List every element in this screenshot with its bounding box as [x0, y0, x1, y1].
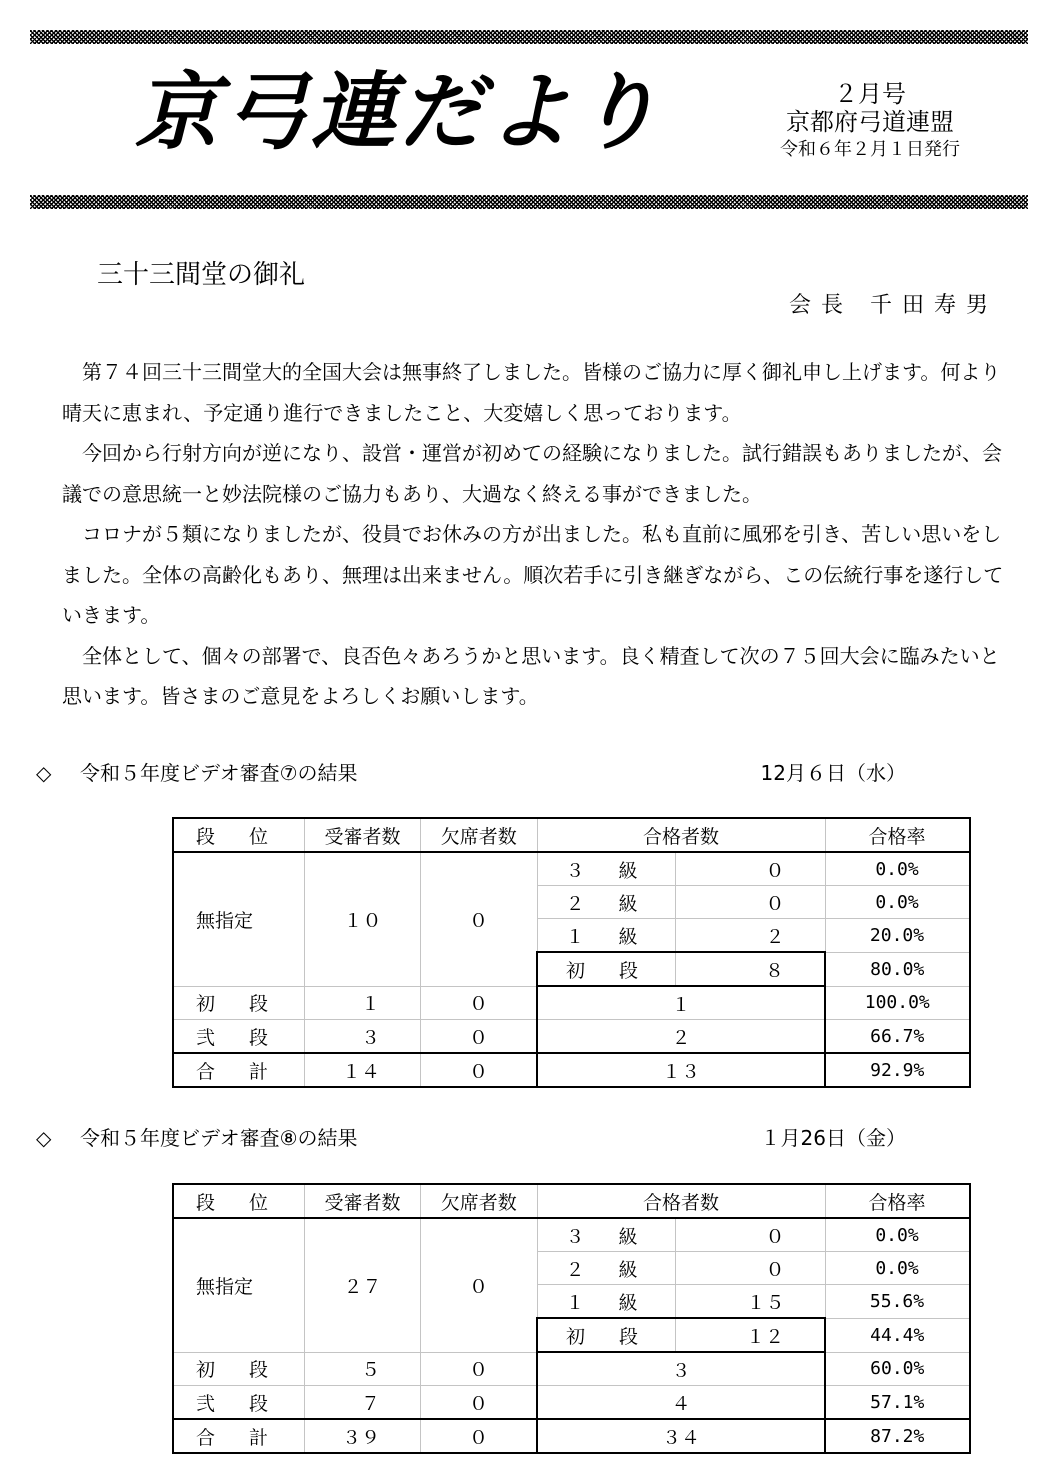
examinees-cell: １４ — [305, 1053, 421, 1087]
passed-cell: ４ — [537, 1386, 825, 1420]
paragraph: コロナが５類になりましたが、役員でお休みの方が出ました。私も直前に風邪を引き、苦しい思いをしました。全体の高齢化もあり、無理は出来ません。順次若手に引き継ぎながら、この伝統行事を遂行していきます。 — [62, 522, 1004, 627]
section-heading — [36, 1122, 916, 1151]
section-title: 令和５年度ビデオ審査⑦の結果 — [80, 761, 358, 785]
examinees-cell: １ — [305, 986, 421, 1020]
diamond-icon: ◇ — [36, 1126, 52, 1150]
rank-cell: 弐 段 — [173, 1020, 305, 1054]
passed-cell: ３ — [537, 1352, 825, 1386]
absent-cell: ０ — [421, 852, 538, 986]
examinees-cell: ７ — [305, 1386, 421, 1420]
absent-cell: ０ — [421, 1386, 538, 1420]
rank-cell: 初 段 — [173, 986, 305, 1020]
level-cell: ３ 級 — [537, 1218, 675, 1252]
rate-cell: 55.6% — [825, 1285, 970, 1319]
rank-cell: 無指定 — [173, 1218, 305, 1352]
level-cell: 初 段 — [537, 1318, 675, 1352]
header-examinees: 受審者数 — [305, 818, 421, 852]
results-table — [172, 1183, 971, 1454]
absent-cell: ０ — [421, 1020, 538, 1054]
passed-cell: １３ — [537, 1053, 825, 1087]
level-cell: ３ 級 — [537, 852, 675, 886]
passed-cell: ３４ — [537, 1419, 825, 1453]
paragraph: 全体として、個々の部署で、良否色々あろうかと思います。良く精査して次の７５回大会に臨みたいと思います。皆さまのご意見をよろしくお願いします。 — [62, 643, 1000, 708]
paragraph: 第７４回三十三間堂大的全国大会は無事終了しました。皆様のご協力に厚く御礼申し上げます。何より晴天に恵まれ、予定通り進行できましたこと、大変嬉しく思っております。 — [62, 360, 1001, 425]
passed-cell: ２ — [675, 919, 825, 953]
rate-cell: 0.0% — [825, 1252, 970, 1285]
level-cell: ２ 級 — [537, 886, 675, 919]
table-row — [173, 1386, 970, 1420]
table-header-row — [173, 818, 970, 852]
decorative-band-bottom — [30, 195, 1028, 209]
rate-cell: 0.0% — [825, 886, 970, 919]
paragraph: 今回から行射方向が逆になり、設営・運営が初めての経験になりました。試行錯誤もありましたが、会議での意思統一と妙法院様のご協力もあり、大過なく終える事ができました。 — [62, 441, 1002, 506]
header-rank: 段 位 — [173, 1184, 305, 1218]
passed-cell: １２ — [675, 1318, 825, 1352]
rate-cell: 80.0% — [825, 952, 970, 986]
section-heading — [36, 757, 916, 786]
rate-cell: 0.0% — [825, 1218, 970, 1252]
rank-cell: 無指定 — [173, 852, 305, 986]
header-absent: 欠席者数 — [421, 1184, 538, 1218]
header-rate: 合格率 — [825, 1184, 970, 1218]
table-row — [173, 1020, 970, 1054]
passed-cell: ０ — [675, 852, 825, 886]
rate-cell: 60.0% — [825, 1352, 970, 1386]
rate-cell: 57.1% — [825, 1386, 970, 1420]
header-rate: 合格率 — [825, 818, 970, 852]
newsletter-logo: 京弓連だより — [135, 62, 664, 161]
rate-cell: 92.9% — [825, 1053, 970, 1087]
absent-cell: ０ — [421, 1218, 538, 1352]
rate-cell: 66.7% — [825, 1020, 970, 1054]
passed-cell: １ — [537, 986, 825, 1020]
absent-cell: ０ — [421, 1419, 538, 1453]
rate-cell: 0.0% — [825, 852, 970, 886]
absent-cell: ０ — [421, 986, 538, 1020]
header-examinees: 受審者数 — [305, 1184, 421, 1218]
rank-cell: 初 段 — [173, 1352, 305, 1386]
section-date: 12月６日（水） — [760, 761, 906, 785]
section-title: 令和５年度ビデオ審査⑧の結果 — [80, 1126, 358, 1150]
absent-cell: ０ — [421, 1053, 538, 1087]
results-table — [172, 817, 971, 1088]
rank-cell: 合 計 — [173, 1419, 305, 1453]
passed-cell: ０ — [675, 886, 825, 919]
article-body — [62, 352, 1012, 717]
article-author: 会長 千田寿男 — [789, 293, 998, 318]
issue-info — [740, 80, 1000, 164]
level-cell: 初 段 — [537, 952, 675, 986]
article-title: 三十三間堂の御礼 — [97, 260, 306, 290]
level-cell: ２ 級 — [537, 1252, 675, 1285]
rate-cell: 100.0% — [825, 986, 970, 1020]
rank-cell: 弐 段 — [173, 1386, 305, 1420]
header-passed: 合格者数 — [537, 818, 825, 852]
passed-cell: ０ — [675, 1218, 825, 1252]
examinees-cell: ２７ — [305, 1218, 421, 1352]
table-row — [173, 1352, 970, 1386]
table-total-row — [173, 1053, 970, 1087]
table-row — [173, 986, 970, 1020]
table-row — [173, 852, 970, 886]
examinees-cell: ５ — [305, 1352, 421, 1386]
diamond-icon: ◇ — [36, 761, 52, 785]
passed-cell: ０ — [675, 1252, 825, 1285]
rate-cell: 44.4% — [825, 1318, 970, 1352]
passed-cell: １５ — [675, 1285, 825, 1319]
table-header-row — [173, 1184, 970, 1218]
rate-cell: 20.0% — [825, 919, 970, 953]
rate-cell: 87.2% — [825, 1419, 970, 1453]
level-cell: １ 級 — [537, 1285, 675, 1319]
table-total-row — [173, 1419, 970, 1453]
section-date: １月26日（金） — [760, 1126, 906, 1150]
issue-date: 令和６年２月１日発行 — [780, 139, 960, 160]
header-absent: 欠席者数 — [421, 818, 538, 852]
organization-name: 京都府弓道連盟 — [786, 108, 954, 136]
level-cell: １ 級 — [537, 919, 675, 953]
table-row — [173, 1218, 970, 1252]
header-rank: 段 位 — [173, 818, 305, 852]
examinees-cell: ３ — [305, 1020, 421, 1054]
decorative-band-top — [30, 30, 1028, 44]
passed-cell: ２ — [537, 1020, 825, 1054]
issue-month: ２月号 — [834, 80, 906, 108]
rank-cell: 合 計 — [173, 1053, 305, 1087]
header-passed: 合格者数 — [537, 1184, 825, 1218]
passed-cell: ８ — [675, 952, 825, 986]
absent-cell: ０ — [421, 1352, 538, 1386]
examinees-cell: １０ — [305, 852, 421, 986]
examinees-cell: ３９ — [305, 1419, 421, 1453]
